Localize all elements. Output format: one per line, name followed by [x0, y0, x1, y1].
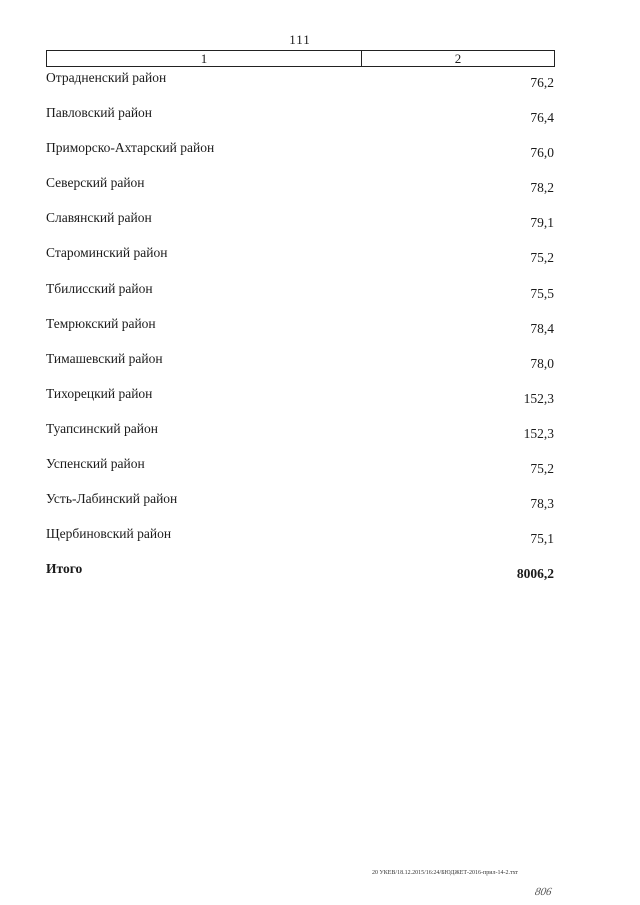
table-row [46, 386, 554, 421]
district-name: Тихорецкий район [46, 385, 153, 401]
district-name: Староминский район [46, 245, 168, 261]
district-value: 76,0 [530, 145, 554, 161]
district-value: 75,2 [530, 250, 554, 266]
footer-file-code: 20 УКЕВ/18.12.2015/16:24/БЮДЖЕТ-2016-прил-14-2.тхт [372, 870, 519, 876]
district-name: Щербиновский район [46, 526, 172, 542]
table-row [46, 210, 554, 245]
district-value: 79,1 [530, 215, 554, 231]
table-row [46, 105, 554, 140]
column-header-1: 1 [47, 51, 362, 66]
table-row [46, 281, 554, 316]
district-value: 75,2 [530, 461, 554, 477]
district-name: Тимашевский район [46, 350, 163, 366]
table-row [46, 70, 554, 105]
table-row [46, 456, 554, 491]
table-row [46, 351, 554, 386]
district-name: Темрюкский район [46, 315, 156, 331]
table-column-header [46, 50, 555, 67]
district-value: 76,4 [530, 110, 554, 126]
district-value: 152,3 [523, 425, 554, 441]
district-value: 152,3 [523, 390, 554, 406]
district-name: Приморско-Ахтарский район [46, 140, 215, 156]
table-row [46, 491, 554, 526]
district-value: 75,1 [530, 531, 554, 547]
table-row [46, 421, 554, 456]
total-value: 8006,2 [516, 566, 554, 582]
district-name: Туапсинский район [46, 420, 158, 436]
table-row [46, 175, 554, 210]
column-header-2: 2 [454, 51, 462, 66]
table-row [46, 140, 554, 175]
handwritten-page-mark: 806 [533, 886, 553, 898]
total-label: Итого [46, 561, 83, 577]
district-value: 78,3 [530, 496, 554, 512]
district-name: Отрадненский район [46, 70, 167, 85]
table-row [46, 526, 554, 561]
district-value: 78,0 [530, 355, 554, 371]
table-row [46, 316, 554, 351]
district-value: 75,5 [530, 285, 554, 301]
district-name: Успенский район [46, 456, 145, 472]
district-value: 78,4 [530, 320, 554, 336]
total-row [46, 561, 554, 596]
district-name: Тбилисский район [46, 280, 153, 296]
district-value: 76,2 [530, 75, 554, 90]
district-name: Павловский район [46, 105, 153, 121]
table-row [46, 245, 554, 280]
district-name: Усть-Лабинский район [46, 491, 178, 507]
district-name: Славянский район [46, 210, 152, 226]
district-name: Северский район [46, 175, 145, 191]
district-value: 78,2 [530, 180, 554, 196]
page-number: 111 [289, 32, 311, 47]
table-body [46, 70, 554, 596]
